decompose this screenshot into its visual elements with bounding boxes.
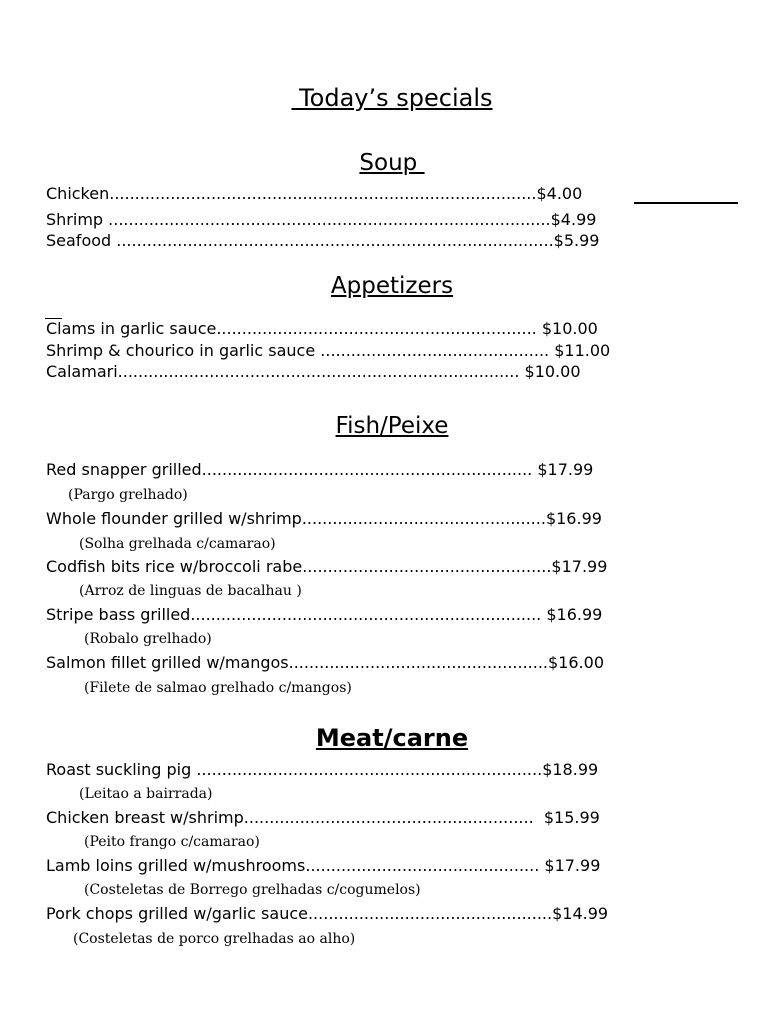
section-heading-appetizers: Appetizers [330, 273, 454, 299]
menu-item-subtitle: (Robalo grelhado) [84, 631, 212, 647]
menu-item-subtitle: (Filete de salmao grelhado c/mangos) [84, 680, 352, 696]
menu-item-soup-chicken: Chicken....................................................................................$4.00 [46, 184, 583, 203]
menu-item-fish-red-snapper: Red snapper grilled................................................................. $17.99 [46, 460, 594, 479]
menu-item-subtitle: (Pargo grelhado) [68, 487, 188, 503]
menu-item-fish-salmon: Salmon fillet grilled w/mangos...................................................$16.00 [46, 653, 604, 672]
menu-item-soup-shrimp: Shrimp .......................................................................................$4.99 [46, 210, 597, 229]
menu-item-subtitle: (Peito frango c/camarao) [84, 834, 260, 850]
menu-item-subtitle: (Arroz de linguas de bacalhau ) [79, 583, 302, 599]
menu-item-meat-chicken-breast: Chicken breast w/shrimp......................................................... $15.99 [46, 808, 600, 827]
menu-item-subtitle: (Leitao a bairrada) [79, 786, 213, 802]
menu-item-appetizer-shrimp-chourico: Shrimp & chourico in garlic sauce ............................................. $11.00 [46, 341, 611, 360]
menu-item-fish-flounder: Whole flounder grilled w/shrimp................................................$16.99 [46, 509, 602, 528]
menu-item-subtitle: (Solha grelhada c/camarao) [79, 536, 276, 552]
menu-item-subtitle: (Costeletas de porco grelhadas ao alho) [73, 931, 356, 947]
section-heading-fish: Fish/Peixe [335, 413, 449, 439]
menu-item-appetizer-clams: Clams in garlic sauce............................................................... $10.00 [46, 319, 598, 338]
page-title: Today’s specials [291, 84, 493, 112]
section-heading-soup: Soup [359, 150, 425, 176]
menu-item-meat-lamb-loins: Lamb loins grilled w/mushrooms.............................................. $17.99 [46, 856, 601, 875]
menu-item-meat-suckling-pig: Roast suckling pig ....................................................................$18.99 [46, 760, 599, 779]
menu-item-fish-codfish: Codfish bits rice w/broccoli rabe.................................................$17.99 [46, 557, 608, 576]
underline-rule [634, 202, 738, 204]
menu-item-soup-seafood: Seafood ......................................................................................$5.99 [46, 231, 600, 250]
section-heading-meat: Meat/carne [315, 724, 469, 752]
menu-item-meat-pork-chops: Pork chops grilled w/garlic sauce................................................$14.99 [46, 904, 609, 923]
menu-item-subtitle: (Costeletas de Borrego grelhadas c/cogumelos) [84, 882, 421, 898]
menu-item-fish-stripe-bass: Stripe bass grilled..................................................................... $16.99 [46, 605, 603, 624]
menu-item-appetizer-calamari: Calamari............................................................................... $10.00 [46, 362, 581, 381]
